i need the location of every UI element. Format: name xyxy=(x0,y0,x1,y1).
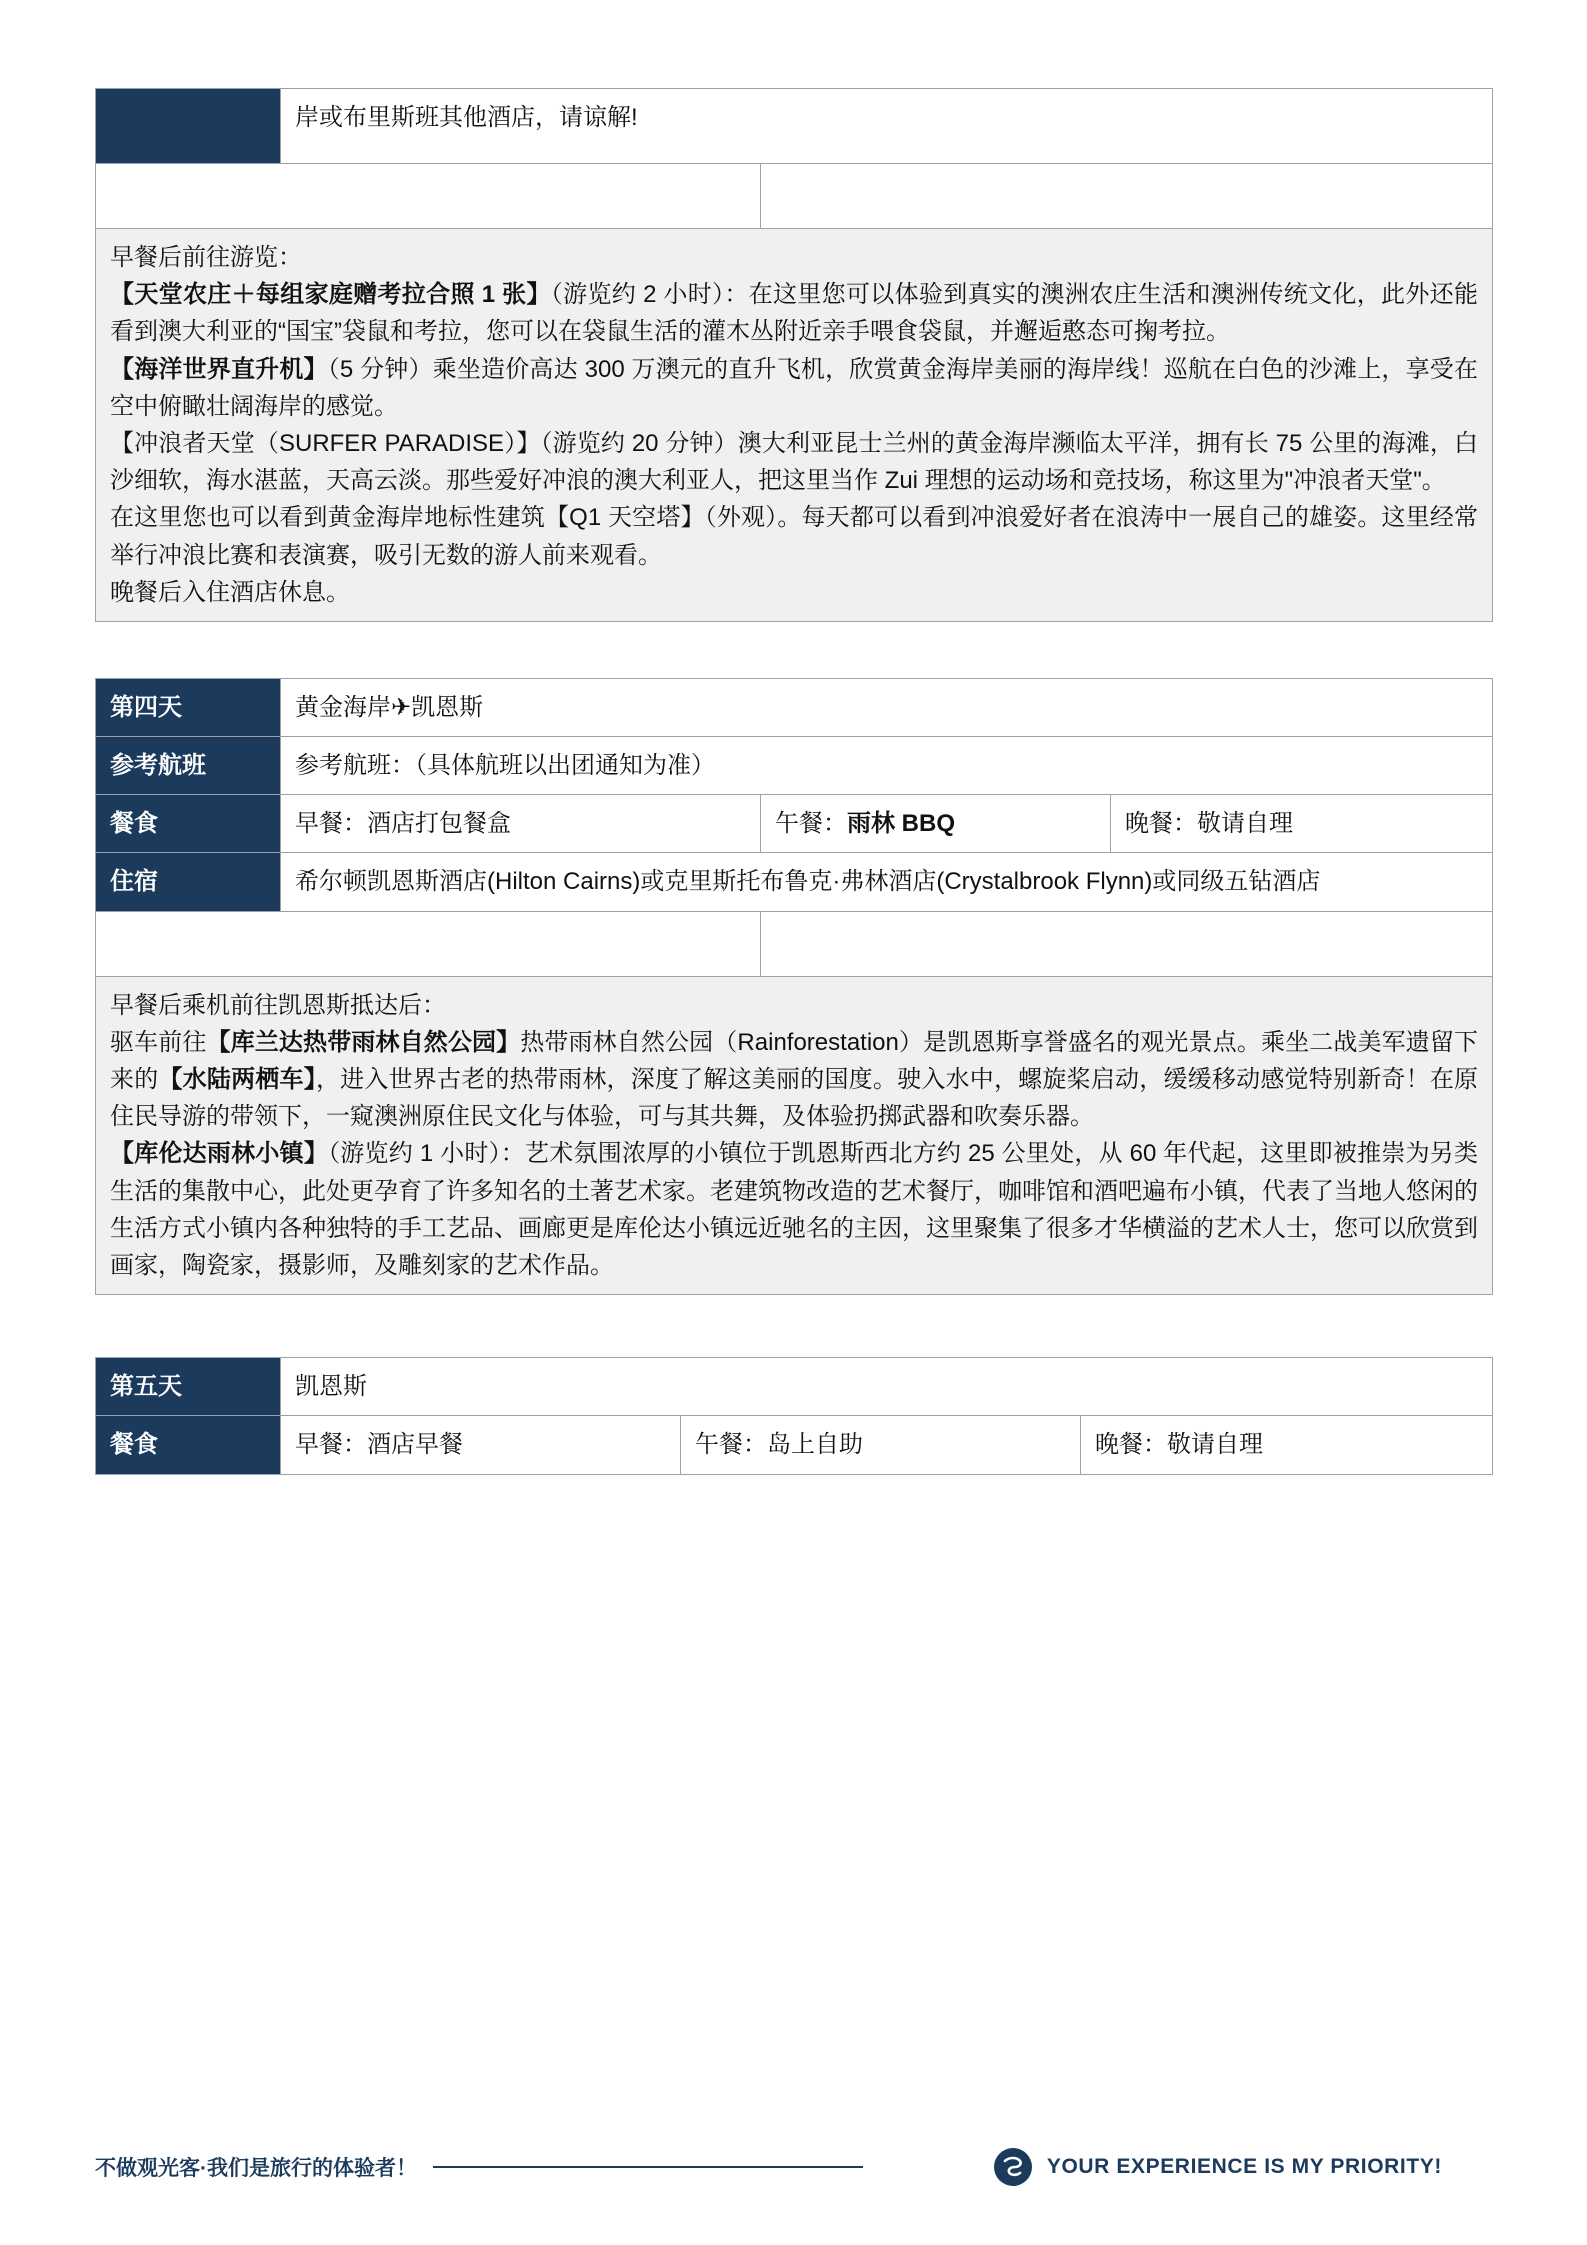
day4-highlight-kuranda-town: 【库伦达雨林小镇】 xyxy=(110,1140,329,1168)
day5-dinner: 晚餐：敬请自理 xyxy=(1081,1416,1493,1474)
footer-right-group xyxy=(993,2147,1492,2187)
day4-highlight-kuranda-park: 【库兰达热带雨林自然公园】 xyxy=(206,1028,521,1056)
table-row xyxy=(96,853,1493,911)
company-logo-icon xyxy=(993,2147,1033,2187)
day4-highlight-amphibious: 【水陆两栖车】 xyxy=(158,1066,316,1093)
day4-dinner: 晚餐：敬请自理 xyxy=(1111,795,1493,853)
label-cell-empty xyxy=(96,89,281,164)
day4-lunch-value: 雨林 BBQ xyxy=(847,810,955,838)
page-footer xyxy=(95,2147,1492,2187)
hotel-note-text: 岸或布里斯班其他酒店，请谅解! xyxy=(281,89,1493,164)
day3-line-4: 【冲浪者天堂（SURFER PARADISE）】（游览约 20 分钟）澳大利亚昆士兰州的黄金海岸濒临太平洋，拥有长 75 公里的海滩，白沙细软，海水湛蓝，天高云淡。那些爱好冲浪的澳大利亚人，把这里当作 Zui 理想的运动场和竞技场，称这里为"冲浪者天堂"。 xyxy=(110,429,1478,495)
day3-continuation-table xyxy=(95,88,1493,622)
day4-day-label: 第四天 xyxy=(96,678,281,736)
table-row xyxy=(96,164,1493,229)
day4-hotel-value: 希尔顿凯恩斯酒店(Hilton Cairns)或克里斯托布鲁克·弗林酒店(Crystalbrook Flynn)或同级五钻酒店 xyxy=(281,853,1493,911)
day5-lunch: 午餐：岛上自助 xyxy=(681,1416,1081,1474)
table-row xyxy=(96,229,1493,622)
day3-line-5: 在这里您也可以看到黄金海岸地标性建筑【Q1 天空塔】（外观）。每天都可以看到冲浪爱好者在浪涛中一展自己的雄姿。这里经常举行冲浪比赛和表演赛，吸引无数的游人前来观看。 xyxy=(110,504,1478,569)
day4-line-3-rest: （游览约 1 小时）：艺术氛围浓厚的小镇位于凯恩斯西北方约 25 公里处，从 60 年代起，这里即被推崇为另类生活的集散中心，此处更孕育了许多知名的土著艺术家。老建筑物改造的艺术餐厅，咖啡馆和酒吧遍布小镇，代表了当地人悠闲的生活方式小镇内各种独特的手工艺品、画廊更是库伦达小镇远近驰名的主因，这里聚集了很多才华横溢的艺术人士，您可以欣赏到画家，陶瓷家，摄影师，及雕刻家的艺术作品。 xyxy=(110,1140,1479,1279)
table-row xyxy=(96,795,1493,853)
day3-description-cell xyxy=(96,229,1493,622)
table-row xyxy=(96,737,1493,795)
section-gap-2 xyxy=(95,1295,1492,1357)
day5-day-label: 第五天 xyxy=(96,1358,281,1416)
spacer-cell-left xyxy=(96,164,761,229)
section-gap-1 xyxy=(95,622,1492,678)
table-row xyxy=(96,1358,1493,1416)
day4-line-1: 早餐后乘机前往凯恩斯抵达后： xyxy=(110,991,446,1019)
day4-table xyxy=(95,678,1493,1295)
day4-lunch-prefix: 午餐： xyxy=(775,810,847,838)
table-row xyxy=(96,89,1493,164)
day4-breakfast: 早餐：酒店打包餐盒 xyxy=(281,795,761,853)
day3-highlight-helicopter: 【海洋世界直升机】 xyxy=(110,355,328,383)
table-row xyxy=(96,1416,1493,1474)
day4-lunch xyxy=(761,795,1111,853)
day5-breakfast: 早餐：酒店早餐 xyxy=(281,1416,681,1474)
day3-line-3-rest: （5 分钟）乘坐造价高达 300 万澳元的直升飞机，欣赏黄金海岸美丽的海岸线！巡航在白色的沙滩上，享受在空中俯瞰壮阔海岸的感觉。 xyxy=(110,355,1478,420)
day5-table xyxy=(95,1357,1493,1474)
day4-flight-label: 参考航班 xyxy=(96,737,281,795)
spacer-cell-right xyxy=(761,911,1493,976)
day4-line-2-e: ，进入世界古老的热带雨林，深度了解这美丽的国度。驶入水中，螺旋桨启动，缓缓移动感觉特别新奇！在原住民导游的带领下，一窥澳洲原住民文化与体验，可与其共舞，及体验扔掷武器和吹奏乐器。 xyxy=(110,1066,1479,1131)
table-row xyxy=(96,678,1493,736)
day3-line-2 xyxy=(110,276,1478,350)
day4-line-2 xyxy=(110,1024,1478,1136)
day4-description-cell xyxy=(96,976,1493,1295)
day5-route: 凯恩斯 xyxy=(281,1358,1493,1416)
spacer-cell-left xyxy=(96,911,761,976)
day4-line-3 xyxy=(110,1135,1478,1284)
table-row xyxy=(96,976,1493,1295)
day3-line-3 xyxy=(110,351,1478,425)
day3-line-6: 晚餐后入住酒店休息。 xyxy=(110,578,350,606)
day4-line-2-a: 驱车前往 xyxy=(110,1028,207,1056)
day4-meals-label: 餐食 xyxy=(96,795,281,853)
day4-line-2-c: 热带雨林自然公园（Rainforestation）是凯恩斯享誉盛名的观光景点。乘坐二战美军遗留下来的 xyxy=(110,1028,1479,1093)
day3-line-1: 早餐后前往游览： xyxy=(110,244,302,271)
footer-slogan: 不做观光客·我们是旅行的体验者！ xyxy=(95,2157,417,2180)
day4-route: 黄金海岸✈凯恩斯 xyxy=(281,678,1493,736)
day4-hotel-label: 住宿 xyxy=(96,853,281,911)
footer-divider xyxy=(433,2166,863,2168)
day3-highlight-farm: 【天堂农庄＋每组家庭赠考拉合照 1 张】 xyxy=(110,281,551,309)
spacer-cell-right xyxy=(761,164,1493,229)
footer-left-group xyxy=(95,2152,993,2182)
footer-tagline: YOUR EXPERIENCE IS MY PRIORITY! xyxy=(1046,2155,1442,2178)
day3-line-2-rest: （游览约 2 小时）：在这里您可以体验到真实的澳洲农庄生活和澳洲传统文化，此外还能看到澳大利亚的“国宝”袋鼠和考拉，您可以在袋鼠生活的灌木丛附近亲手喂食袋鼠，并邂逅憨态可掬考拉。 xyxy=(110,281,1479,346)
day5-meals-label: 餐食 xyxy=(96,1416,281,1474)
day4-flight-value: 参考航班：（具体航班以出团通知为准） xyxy=(281,737,1493,795)
table-row xyxy=(96,911,1493,976)
